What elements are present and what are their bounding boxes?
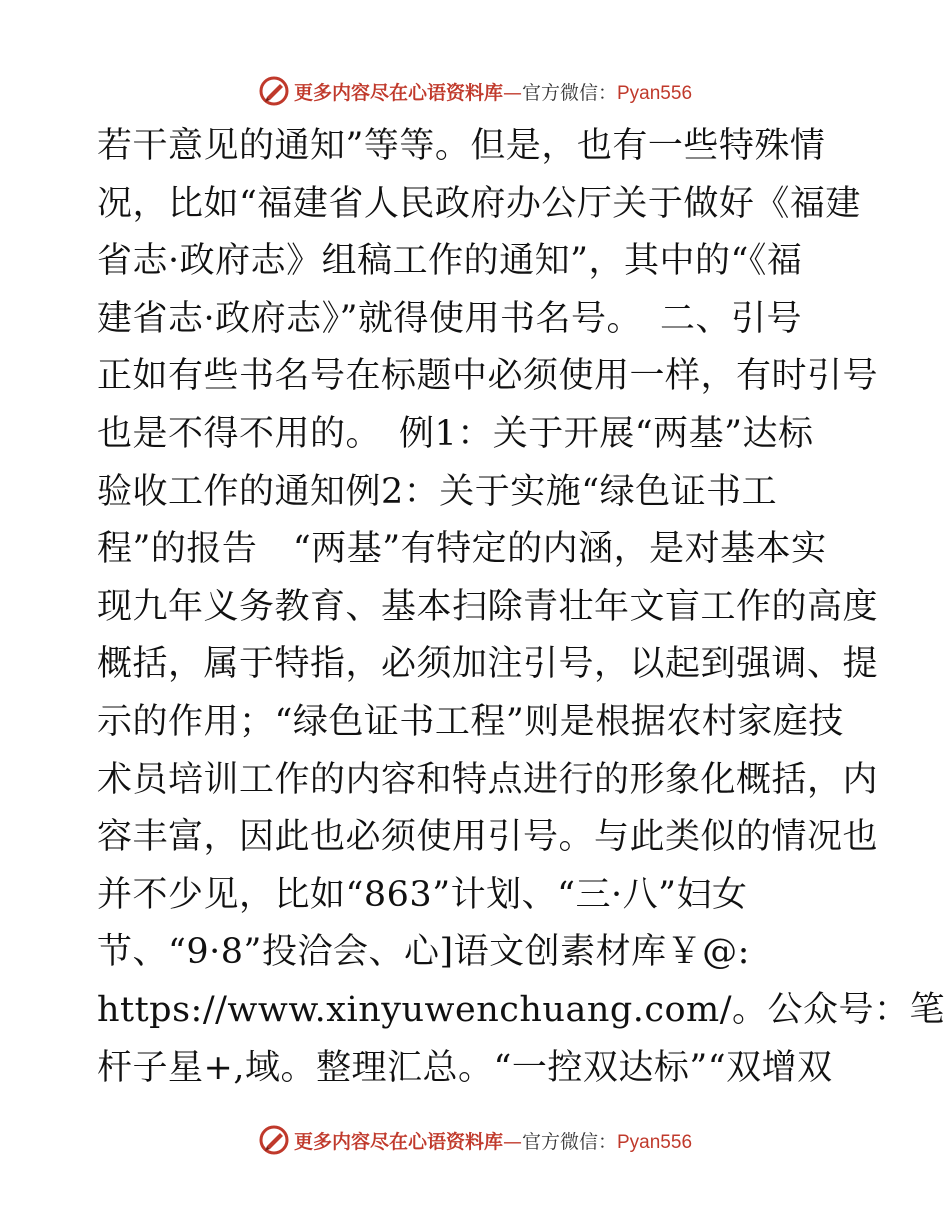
body-line: 验收工作的通知例2：关于实施“绿色证书工 bbox=[97, 471, 778, 512]
document-body bbox=[97, 118, 946, 1097]
body-line: 也是不得不用的。 例1：关于开展“两基”达标 bbox=[97, 413, 814, 454]
body-line: 并不少见，比如“863”计划、“三·八”妇女 bbox=[97, 874, 748, 915]
body-line: 建省志·政府志》”就得使用书名号。 二、引号 bbox=[97, 298, 803, 339]
footer-watermark bbox=[0, 1120, 950, 1160]
body-line: 程”的报告 “两基”有特定的内涵，是对基本实 bbox=[97, 529, 827, 570]
body-line: 杆子星+,域。整理汇总。“一控双达标”“双增双 bbox=[97, 1047, 833, 1088]
footer-wechat-label: 官方微信： bbox=[521, 1130, 617, 1153]
body-line: 现九年义务教育、基本扫除青壮年文盲工作的高度 bbox=[97, 586, 879, 627]
header-banner-text bbox=[294, 78, 692, 105]
header-watermark bbox=[0, 71, 950, 111]
header-brand-text: 更多内容尽在心语资料库 bbox=[293, 81, 503, 104]
footer-brand-text: 更多内容尽在心语资料库 bbox=[293, 1130, 503, 1153]
footer-dash: — bbox=[502, 1130, 522, 1153]
body-line: 示的作用；“绿色证书工程”则是根据农村家庭技 bbox=[97, 701, 844, 742]
body-line: https://www.xinyuwenchuang.com/。公众号：笔 bbox=[97, 989, 946, 1030]
pen-logo-icon bbox=[258, 75, 290, 107]
body-line: 省志·政府志》组稿工作的通知”，其中的“《福 bbox=[97, 241, 803, 282]
header-wechat-label: 官方微信： bbox=[521, 81, 617, 104]
body-line: 容丰富，因此也必须使用引号。与此类似的情况也 bbox=[97, 817, 879, 858]
footer-wechat-id: Pyan556 bbox=[617, 1131, 693, 1153]
body-line: 术员培训工作的内容和特点进行的形象化概括，内 bbox=[97, 759, 879, 800]
body-line: 节、“9·8”投洽会、心]语文创素材库￥@: bbox=[97, 932, 750, 973]
body-line: 正如有些书名号在标题中必须使用一样，有时引号 bbox=[97, 356, 879, 397]
pen-logo-icon bbox=[258, 1124, 290, 1156]
body-line: 概括，属于特指，必须加注引号，以起到强调、提 bbox=[97, 644, 879, 685]
body-line: 若干意见的通知”等等。但是，也有一些特殊情 bbox=[97, 126, 826, 166]
body-line: 况，比如“福建省人民政府办公厅关于做好《福建 bbox=[97, 183, 861, 224]
header-dash: — bbox=[502, 81, 522, 104]
header-wechat-id: Pyan556 bbox=[617, 82, 693, 104]
footer-banner-text bbox=[294, 1127, 692, 1154]
